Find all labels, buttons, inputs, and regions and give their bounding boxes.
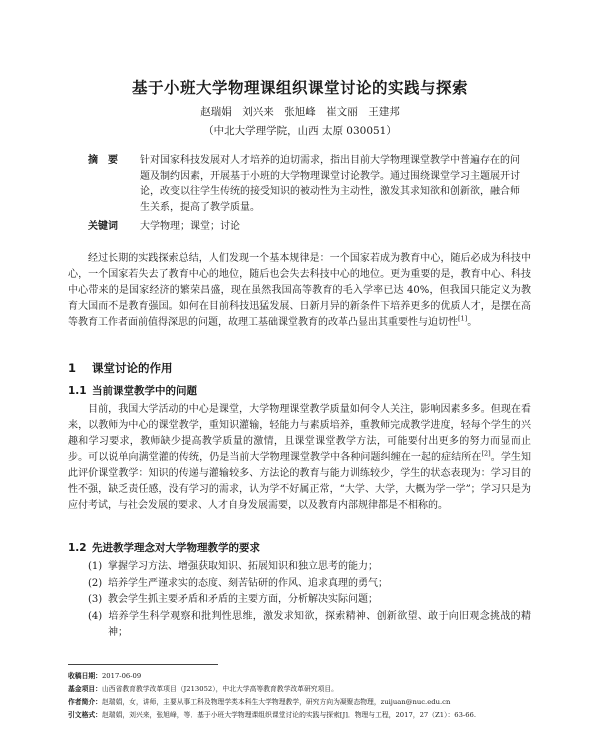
- list-item: [68, 576, 531, 593]
- list-index: (2): [88, 577, 103, 589]
- abstract-label: 摘 要: [88, 155, 118, 166]
- list-text: 教会学生抓主要矛盾和矛盾的主要方面，分析解决实际问题；: [108, 594, 378, 605]
- list-index: (3): [88, 594, 103, 605]
- footnote-text: 赵瑞娟，刘兴来，张旭峰，等．基于小班大学物理课组织课堂讨论的实践与探索[J]．物理与工程，2017，27（Z1）：63-66.: [101, 711, 477, 719]
- subsection-heading: [68, 540, 260, 555]
- footnote-fund: [68, 684, 538, 695]
- footnote-label: 收稿日期：: [68, 672, 102, 680]
- intro-paragraph: [68, 251, 531, 331]
- footnote-label: 基金项目：: [68, 685, 102, 693]
- footnote-divider: [68, 664, 218, 665]
- footnote-text: 赵瑞娟，女，讲师，主要从事工科及物理学类本科生大学物理教学，研究方向为凝聚态物理，zuijuan@nuc.edu.cn: [101, 698, 451, 706]
- footnote-label: 引文格式：: [68, 711, 102, 719]
- keywords-block: [88, 217, 520, 232]
- list-item: [68, 609, 531, 642]
- footnote-text: 2017-06-09: [101, 672, 142, 680]
- citation-ref: [2]: [481, 449, 491, 458]
- keywords-text: 大学物理；课堂；讨论: [140, 221, 240, 232]
- subsection-heading: [68, 383, 197, 398]
- paper-title: 基于小班大学物理课组织课堂讨论的实践与探索: [131, 79, 468, 97]
- list-text: 培养学生科学观察和批判性思维，激发求知欲，探索精神、创新欲望、敢于向旧观念挑战的精神；: [108, 610, 531, 638]
- subsection-title: 当前课堂教学中的问题: [92, 385, 197, 397]
- footnote-citation: [68, 710, 538, 721]
- citation-ref: [1]: [458, 314, 468, 323]
- footnote-text: 山西省教育教学改革项目（J213052），中北大学高等教育教学改革研究项目。: [101, 685, 338, 693]
- list-text: 掌握学习方法、增强获取知识、拓展知识和独立思考的能力；: [108, 561, 378, 572]
- list-index: (1): [88, 561, 103, 572]
- abstract-block: [88, 153, 520, 215]
- section-title: 课堂讨论的作用: [92, 361, 173, 375]
- subsection-number: 1.2: [68, 542, 87, 554]
- affiliation: （中北大学理学院，山西 太原 030051）: [203, 125, 397, 137]
- section-heading: [68, 360, 173, 376]
- intro-end: 。: [467, 317, 478, 328]
- author-list: 赵瑞娟 刘兴来 张旭峰 崔文丽 王建邦: [200, 106, 400, 118]
- requirements-list: [68, 559, 531, 642]
- list-item: [68, 592, 531, 609]
- abstract-text: 针对国家科技发展对人才培养的迫切需求，指出目前大学物理课堂教学中普遍存在的问题及制约因素，开展基于小班的大学物理课堂讨论教学。通过围绕课堂学习主题展开讨论，改变以往学生传统的接受知识的被动性为主动性，激发其求知欲和创新欲，融合师生关系，提高了教学质量。: [140, 155, 520, 213]
- body-text-b: 。学生知此评价课堂教学：知识的传递与灌输较多、方法论的教育与能力训练较少，学生的状态表现为：学习目的性不强，缺乏责任感，没有学习的需求，认为学不好属正常，“大学、大学，大概为学一学”；学习只是为应付考试，与社会发展的要求、人才自身发展需要，以及教育内部规律都是不相称的。: [68, 452, 532, 511]
- list-item: [68, 559, 531, 576]
- keywords-label: 关键词: [88, 221, 118, 232]
- subsection-title: 先进教学理念对大学物理教学的要求: [92, 542, 260, 554]
- intro-text: 经过长期的实践探索总结，人们发现一个基本规律是：一个国家若成为教育中心，随后必成为科技中心，一个国家若失去了教育中心的地位，随后也会失去科技中心的地位。更为重要的是，教育中心、科技中心带来的是国家经济的繁荣昌盛，现在虽然我国高等教育的毛入学率已达 40%，但我国只能定义为教育大国而不是教育强国。如何在目前科技迅猛发展、日新月异的新条件下培养更多的优质人才，是摆在高等教育工作者面前值得深思的问题，故理工基础课堂教育的改革凸显出其重要性与迫切性: [68, 253, 531, 328]
- body-text-a: 目前，我国大学活动的中心是课堂，大学物理课堂教学质量如何令人关注，影响因素多多。但现在看来，以教师为中心的课堂教学，重知识灌输，轻能力与素质培养，重教师完成教学进度，轻每个学生的兴趣和学习要求，教师缺少提高教学质量的激情，且课堂课堂教学方法，可能要付出更多的努力而显而止步。可以说单向满堂灌的传统，仍是当前大学物理课堂教学中各种问题纠缠在一起的症结所在: [68, 404, 531, 463]
- footnote-received: [68, 671, 538, 682]
- list-text: 培养学生严谨求实的态度、刻苦钻研的作风、追求真理的勇气；: [108, 577, 388, 589]
- footnote-label: 作者简介：: [68, 698, 102, 706]
- body-paragraph: [68, 402, 531, 514]
- list-index: (4): [88, 610, 103, 622]
- footnote-author: [68, 697, 538, 708]
- subsection-number: 1.1: [68, 385, 87, 397]
- section-number: 1: [68, 361, 77, 375]
